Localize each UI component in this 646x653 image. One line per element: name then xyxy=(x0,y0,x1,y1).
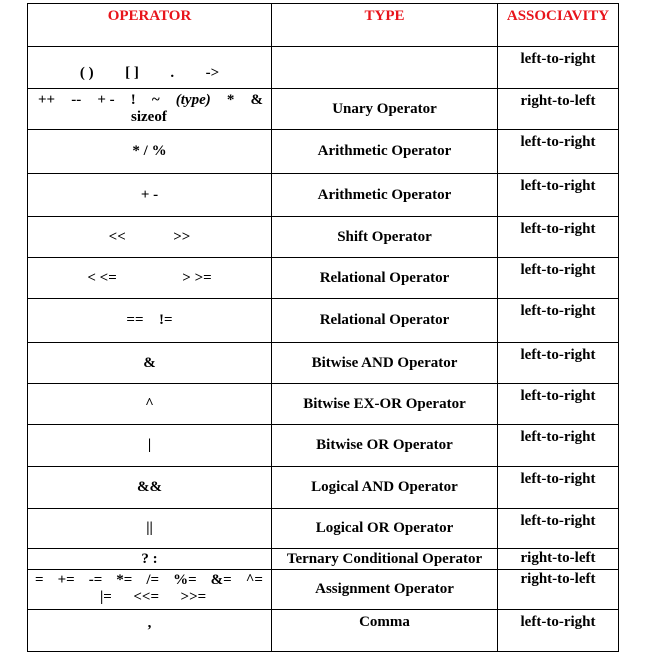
operator-token: << xyxy=(108,228,126,245)
operator-token: % xyxy=(151,143,167,159)
operator-token: <= xyxy=(99,269,117,286)
type-cell: Arithmetic Operator xyxy=(272,130,498,174)
operator-cell xyxy=(28,89,272,130)
operator-token: > xyxy=(182,269,191,286)
table-row xyxy=(28,425,619,467)
operator-token: | xyxy=(147,437,152,453)
operator-cell xyxy=(28,610,272,652)
operator-token: & xyxy=(143,354,156,371)
operator-token: < xyxy=(87,269,96,286)
operator-token: || xyxy=(146,520,153,536)
operator-token: * xyxy=(226,92,235,108)
operator-token: /= xyxy=(146,572,160,588)
table-row xyxy=(28,549,619,570)
operator-token: *= xyxy=(116,572,133,588)
operator-token: ! xyxy=(130,92,136,108)
operator-token: += xyxy=(57,572,75,588)
type-cell: Ternary Conditional Operator xyxy=(272,549,498,570)
operator-token: - xyxy=(153,186,159,203)
operator-token: & xyxy=(250,92,263,108)
operator-token: [ ] xyxy=(125,65,139,81)
operator-token: (type) xyxy=(175,92,211,108)
operator-cell xyxy=(28,174,272,217)
table-row xyxy=(28,130,619,174)
table-row xyxy=(28,174,619,217)
table-row xyxy=(28,47,619,89)
type-cell: Comma xyxy=(272,610,498,652)
operator-token: ~ xyxy=(151,92,160,108)
operator-token: >> xyxy=(173,228,191,245)
associativity-cell: right-to-left xyxy=(498,570,619,610)
operator-cell xyxy=(28,343,272,384)
operator-cell xyxy=(28,509,272,549)
table-row xyxy=(28,299,619,343)
operator-precedence-table xyxy=(27,3,619,652)
operator-token: != xyxy=(159,312,173,328)
table-row xyxy=(28,384,619,425)
type-cell: Logical OR Operator xyxy=(272,509,498,549)
operator-cell xyxy=(28,299,272,343)
type-cell: Logical AND Operator xyxy=(272,467,498,509)
type-cell xyxy=(272,47,498,89)
table-row xyxy=(28,570,619,610)
operator-token: + xyxy=(140,186,150,203)
associativity-cell: left-to-right xyxy=(498,217,619,258)
table-row xyxy=(28,89,619,130)
associativity-cell: left-to-right xyxy=(498,467,619,509)
associativity-cell: right-to-left xyxy=(498,89,619,130)
operator-token: sizeof xyxy=(131,109,167,125)
operator-token: ++ xyxy=(38,92,56,108)
operator-token: -- xyxy=(71,92,82,108)
operator-cell xyxy=(28,467,272,509)
operator-token: <<= xyxy=(133,589,160,605)
operator-cell xyxy=(28,570,272,610)
operator-cell xyxy=(28,384,272,425)
table-row xyxy=(28,258,619,299)
type-cell: Relational Operator xyxy=(272,299,498,343)
table-row xyxy=(28,467,619,509)
operator-token: &= xyxy=(210,572,232,588)
type-cell: Shift Operator xyxy=(272,217,498,258)
operator-cell xyxy=(28,217,272,258)
associativity-cell: left-to-right xyxy=(498,610,619,652)
associativity-cell: left-to-right xyxy=(498,130,619,174)
operator-token: >>= xyxy=(180,589,207,605)
operator-cell xyxy=(28,47,272,89)
operator-token: >= xyxy=(194,269,212,286)
operator-token: ^= xyxy=(245,572,263,588)
table-row xyxy=(28,509,619,549)
operator-token: * xyxy=(132,143,140,159)
operator-token: -> xyxy=(205,65,220,81)
operator-token: / xyxy=(143,143,148,159)
operator-token: == xyxy=(126,312,144,328)
operator-cell xyxy=(28,130,272,174)
operator-token: |= xyxy=(100,589,112,605)
type-cell: Bitwise AND Operator xyxy=(272,343,498,384)
associativity-cell: right-to-left xyxy=(498,549,619,570)
associativity-cell: left-to-right xyxy=(498,425,619,467)
associativity-cell: left-to-right xyxy=(498,509,619,549)
operator-cell xyxy=(28,549,272,570)
operator-token: + - xyxy=(97,92,115,108)
operator-token: . xyxy=(170,65,175,81)
type-cell: Arithmetic Operator xyxy=(272,174,498,217)
operator-token: = xyxy=(35,572,44,588)
operator-token: ( ) xyxy=(79,65,94,81)
header-associativity: ASSOCIAVITY xyxy=(498,4,619,47)
type-cell: Unary Operator xyxy=(272,89,498,130)
operator-cell xyxy=(28,425,272,467)
associativity-cell: left-to-right xyxy=(498,47,619,89)
operator-token: , xyxy=(147,615,152,631)
operator-token: && xyxy=(137,479,162,495)
header-operator: OPERATOR xyxy=(28,4,272,47)
type-cell: Relational Operator xyxy=(272,258,498,299)
operator-token: ? : xyxy=(141,550,158,567)
associativity-cell: left-to-right xyxy=(498,384,619,425)
operator-token: ^ xyxy=(145,395,154,412)
table-row xyxy=(28,217,619,258)
header-row xyxy=(28,4,619,47)
associativity-cell: left-to-right xyxy=(498,174,619,217)
associativity-cell: left-to-right xyxy=(498,258,619,299)
operator-token: -= xyxy=(88,572,103,588)
operator-cell xyxy=(28,258,272,299)
type-cell: Bitwise OR Operator xyxy=(272,425,498,467)
operator-token: %= xyxy=(173,572,197,588)
associativity-cell: left-to-right xyxy=(498,299,619,343)
table-row xyxy=(28,610,619,652)
type-cell: Assignment Operator xyxy=(272,570,498,610)
header-type: TYPE xyxy=(272,4,498,47)
associativity-cell: left-to-right xyxy=(498,343,619,384)
type-cell: Bitwise EX-OR Operator xyxy=(272,384,498,425)
table-row xyxy=(28,343,619,384)
